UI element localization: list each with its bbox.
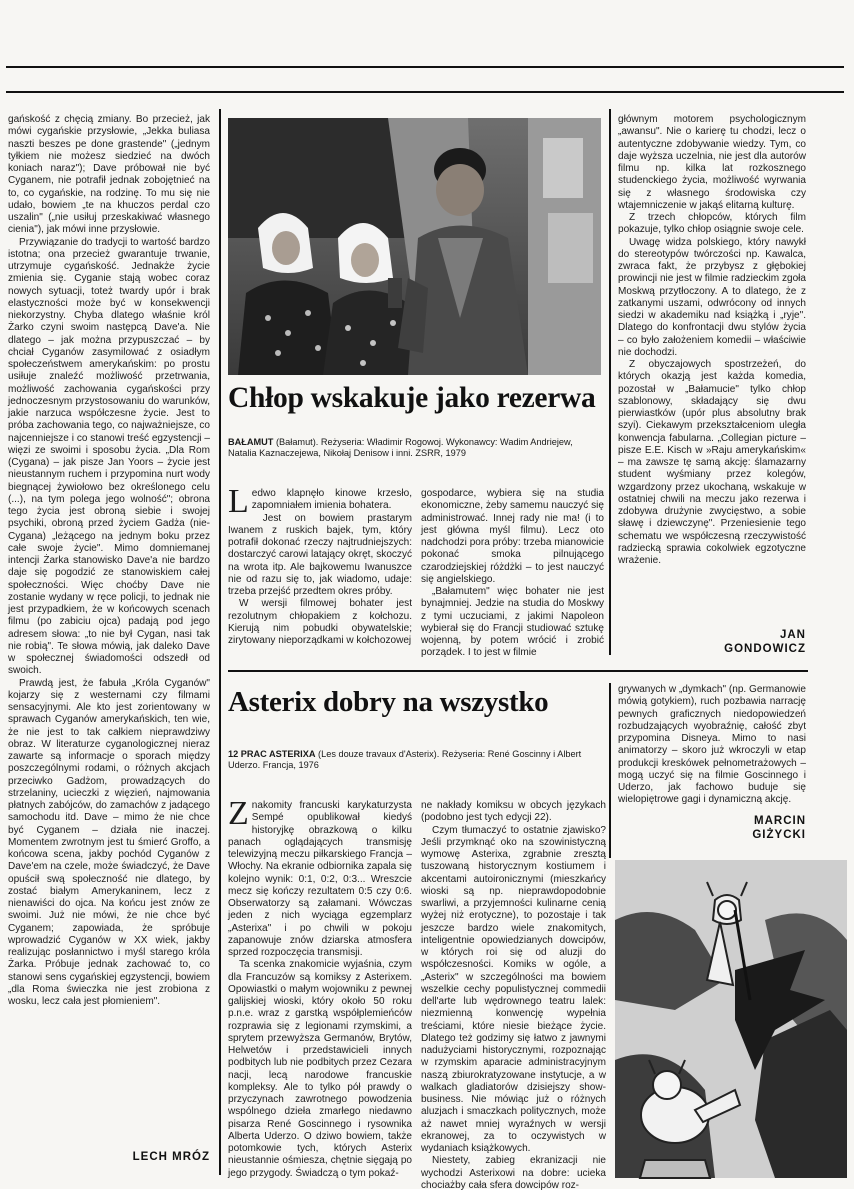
lead-text: edwo klapnęło kinowe krzesło, zapomniałem imienia bohatera. xyxy=(251,488,412,512)
author-signature-gondowicz xyxy=(700,628,806,656)
top-rule xyxy=(6,66,844,68)
column-divider-right-bottom xyxy=(609,683,611,858)
paragraph: „Bałamutem" więc bohater nie jest bynajmniej. Jedzie na studia do Moskwy z tymi uczuciami, z jakimi Napoleon wybierał się do Francji studiować sztukę wojenną, by potem wrócić i zrobić porządek. I to jest w filmie xyxy=(421,586,604,659)
paragraph: Z obyczajowych spostrzeżeń, do których okazją jest każda komedia, pozostał w „Bałamucie" tylko chłop szablonowy, składający się dwu pierwiastków (upór plus absolutny brak szyi). Ciekawym przekształceniom uległa konwencja fabularna. „Collegian picture – pisze E.E. Kisch w »Raju amerykańskim« – ma zawsze tę samą akcję: ślamazarny student wyśmiany przez kolegów, wzgardzony przez ukochaną, wskakuje w ostatniej chwili na meczu jako rezerwa i zdobywa drużynie zwycięstwo, a sobie sławę i dziewczynę". Przeniesienie tego schematu we współczesną rzeczywistość radziecką sprawia cokolwiek egzotyczne wrażenie. xyxy=(618,359,806,566)
paragraph: Niestety, zabieg ekranizacji nie wychodzi Asterixowi na dobre: ucieka chociażby cała sfera dowcipów roz- xyxy=(421,1155,606,1191)
paragraph: Prawdą jest, że fabuła „Króla Cyganów" kojarzy się z westernami czy filmami sensacyjnymi. Ale kto jest zorientowany w sprawach Cyganów amerykańskich, ten wie, że nie jest to tak całkiem nieprawdziwy obraz. W literaturze cyganologicznej nieraz zawarte są informacje o sporach między poszczególnymi rodami, o różnych akcjach przeciwko Gadżom, prowadzących do strzelaniny, ucieczki z więzień, najmowania płatnych zabójców, do zamachów z jadącego samochodu itd. Dave – mimo że nie chce być Cyganem – działa nie inaczej. Momentem zwrotnym jest tu śmierć Groffo, a końcowa scena, jakby pochód Cyganów z Dave'em na czele, może świadczyć, że Dave opuścił swą społeczność nie dlatego, by zostać białym Amerykaninem, lecz z nienawiści do ojca. Na końcu jest znów ze swoimi. Już nie mówi, że nie chce być Cyganem; zapowiada, że spróbuje wprowadzić Cyganów w XX wiek, jakby realizując posłannictwo i myśl starego króla Żarka. Próbuje jednak zachować to, co stanowi sens cygańskiej egzystencji, bowiem „dla Roma świeczka nie jest zrobiona z wosku, lecz cała jest płomieniem". xyxy=(8,677,210,1007)
signature-first-name: JAN xyxy=(779,629,806,641)
paragraph: Z trzech chłopców, których film pokazuje, tylko chłop osiągnie swoje cele. xyxy=(618,212,806,236)
paragraph: Uwagę widza polskiego, który nawykł do stereotypów twórczości np. Kawalca, zwraca fakt, że przybysz z głębokiej prowincji nie jest w filmie radzieckim zgoła Moskwą przytłoczony. A to dlatego, że z zatkanymi uszami, odwrócony od innych siedzi w akademiku nad książką i „ryje". Dlatego do konfrontacji dwu stylów życia – co było założeniem komedii – właściwie nie dochodzi. xyxy=(618,236,806,358)
article1-col1 xyxy=(228,483,412,665)
header-rule xyxy=(6,91,844,93)
article-title-chlop: Chłop wskakuje jako rezerwa xyxy=(228,382,596,414)
drop-cap: Z xyxy=(228,795,249,832)
signature-last-name: GIŻYCKI xyxy=(752,829,806,841)
film-credits-asterix xyxy=(228,749,606,771)
signature-first-name: MARCIN xyxy=(754,815,806,827)
signature-last-name: GONDOWICZ xyxy=(724,643,806,655)
author-signature-mroz: LECH MRÓZ xyxy=(132,1151,210,1163)
paragraph: głównym motorem psychologicznym „awansu". Nie o karierę tu chodzi, lecz o autentyczne zdobywanie wiedzy. Tym, co daje wyższa uczelnia, nie jest dla autorów filmu np. kilka lat rozkosznego studenckiego życia, możliwość wyrwania się z własnego środowiska czy wtajemniczenie w jakąś elitarną kulturę. xyxy=(618,114,806,211)
article2-right-col xyxy=(618,684,806,812)
article2-col1 xyxy=(228,795,412,1179)
film-credits-balamut xyxy=(228,437,602,459)
asterix-cartoon-illustration xyxy=(615,860,847,1178)
paragraph: W wersji filmowej bohater jest rezolutnym chłopakiem z kołchozu. Kierują nim pobudki obywatelskie; zirytowany nieporządkami w kołchozowej xyxy=(228,598,412,646)
film-title-credit: BAŁAMUT xyxy=(228,437,274,447)
paragraph: grywanych w „dymkach" (np. Germanowie mówią gotykiem), ruch pozbawia narrację pewnych graficznych niedopowiedzeń rozbudzających wyobraźnię, całość zbyt przypomina Disneya. Mimo to nasi animatorzy – skoro już wkroczyli w etap produkcji kreskówek pełnometrażowych – mogą uczyć się na filmie Goscinnego i Uderzo, jak fachowo buduje się wielopiętrowe gagi i dynamiczną akcję. xyxy=(618,684,806,806)
credits-details: (Les douze travaux d'Asterix). Reżyseria: René Goscinny i Albert Uderzo. Francja, 1976 xyxy=(228,749,582,771)
article1-right-col xyxy=(618,114,806,624)
article2-col2 xyxy=(421,800,606,1191)
paragraph: Jest on bowiem prastarym Iwanem z ruskich bajek, tym, który potrafił dokonać rzeczy najtrudniejszych: dostarczyć carowi latający okręt, skoczyć na wrota itp. Ale bajkowemu Iwanuszce nie od razu się to, jak wiadomo, udaje: trzeba przejść przedtem okres próby. xyxy=(228,512,412,597)
column-divider-right-top xyxy=(609,109,611,655)
film-still-illustration xyxy=(228,118,601,375)
paragraph: Przywiązanie do tradycji to wartość bardzo istotna; ona przecież gwarantuje trwanie, utrzymuje cygańskość. Jednakże życie zmienia się. Cyganie stają wobec coraz nowych sytuacji, toteż twardy upór i brak elastyczności może być w konsekwencji niekorzystny. Chyba dlatego właśnie król Żarko czyni swoim następcą Dave'a. Nie dlatego – jak można przypuszczać – by chciał Cyganów zasymilować z osiadłym społeczeństwem amerykańskim: po prostu usiłuje znaleźć możliwość przetrwania, możliwość zachowania cygańskości przy jednoczesnym przystosowaniu do warunków, jakie narzuca współczesne życie. Jest to próba zachowania tego, co najważniejsze, co najcenniejsze i co stanowi treść egzystencji – więzi ze swoimi i sposobu życia. „Dla Rom (Cygana) – jak pisze Jan Yoors – życie jest nieustannym ruchem i przypomina nurt wody biegnącej żywiołowo bez określonego celu (...), na tym polega jego wolność"; obrona tego życia jest obroną siebie i swojej psychiki, obroną przed życiem Gadża (nie-Cygana) „leżącego na jednym boku przez całe swoje życie". Mimo domniemanej intencji Żarka stanowisko Dave'a nie bardzo daje się pogodzić ze stanowiskiem całej społeczności. Więc choćby Dave nie zostanie wydany w ręce policji, to jednak nie jest przypadkiem, że w końcowych scenach filmu (po zabiciu ojca) padają pod jego adresem słowa: „to nie był Cygan, nasi tak nie robią". Te słowa mówią, jak daleko Dave w społecznej świadomości odszedł od swoich. xyxy=(8,236,210,677)
credits-details: (Bałamut). Reżyseria: Władimir Rogowoj. Wykonawcy: Wadim Andriejew, Natalia Kaznaczejewa, Nikołaj Denisow i inni. ZSRR, 1979 xyxy=(228,437,573,459)
left-column-text xyxy=(8,114,210,1154)
paragraph: ne nakłady komiksu w obcych językach (podobno jest tych edycji 22). xyxy=(421,800,606,824)
article-separator xyxy=(228,670,808,672)
paragraph: gańskość z chęcią zmiany. Bo przecież, jak mówi cygańskie przysłowie, „Jekka buliasa naszti beszes pe done grastende" („jednym tyłkiem nie możesz siedzieć na dwóch koniach naraz"); Dave próbował nie być Cyganem, nie potrafił jednak zobojętnieć na to, co cygańskie, na rodzinę. To mu się nie udało, bowiem „te na khuczos perdal czo uszalin" („nie usiłuj przeskakiwać własnego cienia"), jak mówi inne przysłowie. xyxy=(8,114,210,236)
paragraph: Ta scenka znakomicie wyjaśnia, czym dla Francuzów są komiksy z Asterixem. Opowiastki o małym wojowniku z pewnej galijskiej wioski, który około 50 roku p.n.e. wraz z garstką współplemieńców rozprawia się z legionami rzymskimi, a sprytem przewyższa Germanów, Brytów, Helwetów i przedstawicieli innych podbitych lub nie podbitych przez Cezara nacji, lecą narodowe francuskie kompleksy. Ale to tylko pół prawdy o przyczynach zawrotnego powodzenia wspólnego dzieła zmarłego niedawno pisarza René Goscinnego i rysownika Alberta Uderzo. O dziwo bowiem, także potomkowie tych, których Asterix nieustannie ośmiesza, chętnie sięgają po jego przygody. Świadczą o tym pokaź- xyxy=(228,959,412,1179)
paragraph: gospodarce, wybiera się na studia ekonomiczne, żeby samemu nauczyć się administrować. Innej rady nie ma! (i to jest główna myśl filmu). Lecz oto nadchodzi pora próby: trzeba mianowicie pokonać smoka pilnującego czarodziejskiej różdżki – to jest nauczyć się angielskiego. xyxy=(421,488,604,585)
film-title-credit: 12 PRAC ASTERIXA xyxy=(228,749,316,759)
author-signature-gizycki xyxy=(700,814,806,842)
column-divider-left xyxy=(219,109,221,1175)
drop-cap: L xyxy=(228,483,249,520)
paragraph: Czym tłumaczyć to ostatnie zjawisko? Jeśli przymknąć oko na szowinistyczną wymowę Asterixa, zgrabnie zresztą tuszowaną historycznym kostiumem i akcentami autoironicznymi (mieszkańcy wioski są np. nieprawdopodobnie swarliwi, a przyjemności kulinarne cenią wyżej niż erotyczne), to pozostaje i tak jeszcze bardzo wiele znakomitych, inteligentnie opowiedzianych dowcipów, w których roi się od aluzji do współczesności. Komiks w ogóle, a „Asterix" w szczególności ma bowiem wszelkie cechy populistycznej commedii dell'arte lub wędrownego teatru lalek: niezmienną konwencję wypełnia treściami, które niesie bieżące życie. Dlatego też godzimy się łatwo z jawnymi nadużyciami historycznymi, rozpoznając w rzymskim aparacie administracyjnym naszą zbiurokratyzowane instytucje, a w walkach gladiatorów dzisiejszy show-business. Nie mówiąc już o różnych aluzjach i smaczkach politycznych, może aż nawet mniej wyraźnych w wersji ekranowej, za to oczywistych w wydaniach książkowych. xyxy=(421,824,606,1154)
lead-text: nakomity francuski karykaturzysta Sempé opublikował kiedyś historyjkę obrazkową o kilku panach oglądających transmisję telewizyjną meczu piłkarskiego Francja – Włochy. Na ekranie odbiornika zapala się kolejno wynik: 0:1, 0:2, 0:3... Wreszcie mecz się kończy rezultatem 0:5 czy 0:6. Obserwatorzy są załamani. Wówczas jeden z nich wyciąga egzemplarz „Asterixa" i po chwili w pokoju zapanowuje znów dziarska atmosfera sprzed rozpoczęcia transmisji. xyxy=(228,800,412,958)
article1-col2 xyxy=(421,488,604,665)
asterix-cartoon-image xyxy=(615,860,847,1178)
film-still-photo xyxy=(228,118,601,375)
article-title-asterix: Asterix dobry na wszystko xyxy=(228,686,549,718)
